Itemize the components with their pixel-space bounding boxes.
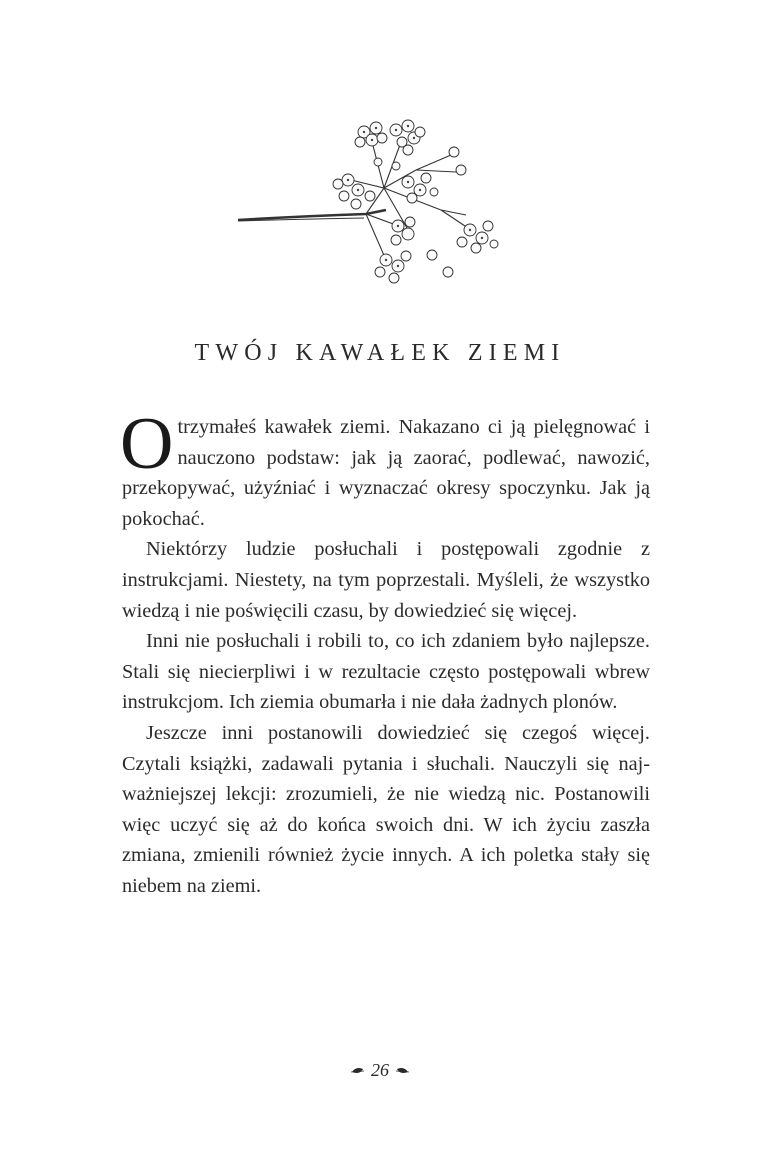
chapter-title: TWÓJ KAWAŁEK ZIEMI <box>194 340 566 366</box>
page-number: 26 <box>371 1060 389 1080</box>
leaf-ornament-right-icon <box>395 1066 409 1076</box>
flower-illustration <box>236 110 526 290</box>
paragraph-4: Jeszcze inni postanowili dowiedzieć się czegoś więcej. Czytali książki, zadawali pytania i słuchali. Nauczyli się najważniejszej lekcji: zrozumieli, że nie wiedzą nic. Postanowili więc uczyć się aż do końca swoich dni. W ich życiu zaszła zmiana, zmienili również życie innych. A ich poletka stały się niebem na ziemi. <box>122 721 650 897</box>
paragraph-1-text: trzymałeś kawałek ziemi. Nakazano ci ją pielęgnować i nauczono podstaw: jak ją zaorać, podlewać, nawozić, przekopywać, użyźniać i wyznaczać okresy spoczynku. Jak ją pokochać. <box>122 416 650 530</box>
page-footer <box>0 1060 760 1081</box>
leaf-ornament-left-icon <box>351 1066 365 1076</box>
paragraph-2: Niektórzy ludzie posłuchali i postępowali zgodnie z instrukcjami. Niestety, na tym poprzestali. Myśleli, że wszystko wiedzą i nie poświęcili czasu, by dowiedzieć się więcej. <box>122 538 650 622</box>
drop-cap: O <box>120 403 174 485</box>
paragraph-1 <box>120 403 650 534</box>
body-text <box>120 403 650 902</box>
umbel-flower-icon <box>236 110 526 290</box>
paragraph-3: Inni nie posłuchali i robili to, co ich zdaniem było najlepsze. Stali się niecierpliwi i w rezultacie często postępowali wbrew instrukcjom. Ich ziemia obumarła i nie dała żadnych plonów. <box>122 630 650 714</box>
